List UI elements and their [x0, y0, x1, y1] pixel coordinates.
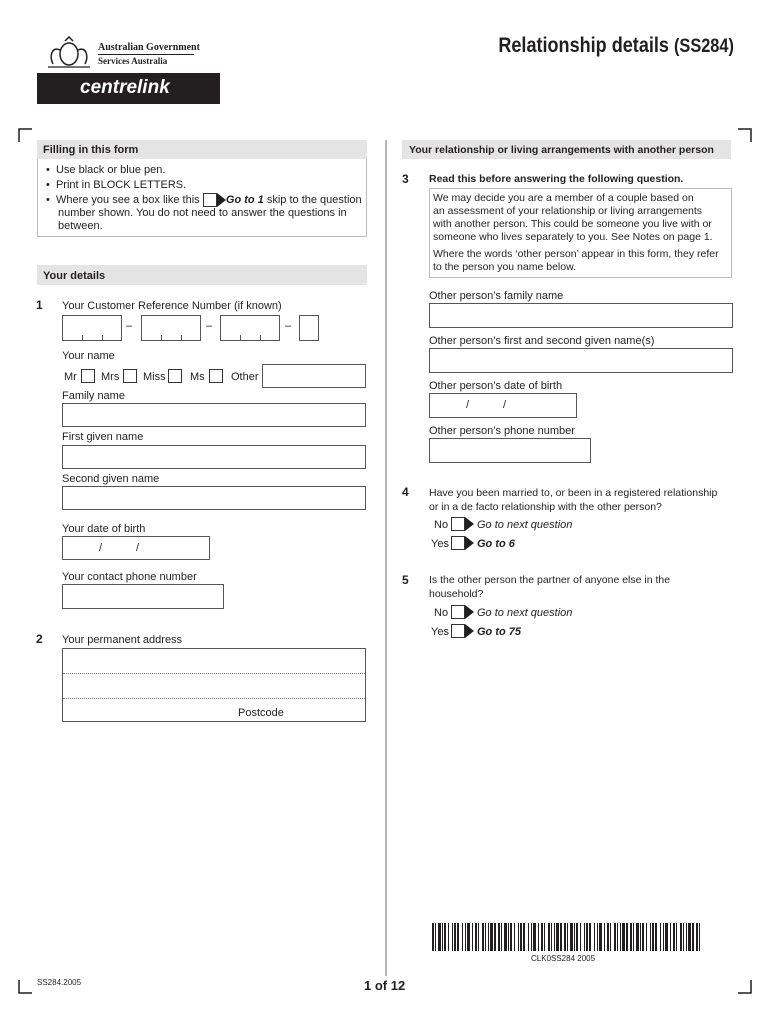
crop-mark-top-left — [18, 128, 32, 142]
q2-number: 2 — [36, 632, 43, 646]
bullet-skip-line3: between. — [58, 220, 103, 232]
q4-yes-go: Go to 6 — [477, 538, 515, 550]
title-miss-checkbox[interactable] — [168, 369, 182, 383]
bullet-skip-text: Where you see a box like this — [55, 193, 200, 206]
title-mr-checkbox[interactable] — [81, 369, 95, 383]
title-miss-label: Miss — [143, 371, 166, 383]
q3-para2-line2: to the person you name below. — [433, 261, 577, 273]
title-mr-label: Mr — [64, 371, 77, 383]
q3-para1-line3: with another person. This could be someone you live with or — [433, 218, 712, 230]
gov-logo — [44, 36, 204, 70]
bullet-skip: • Where you see a box like this Go to 1 skip to the question — [46, 193, 362, 206]
dob-field[interactable]: / / — [62, 536, 210, 560]
filling-heading: Filling in this form — [37, 140, 367, 159]
q4-yes-option[interactable] — [451, 536, 465, 550]
other-family-name-label: Other person’s family name — [429, 290, 564, 302]
first-given-name-field[interactable] — [62, 445, 366, 469]
q5-number: 5 — [402, 573, 409, 587]
form-title: Relationship details — [498, 34, 670, 57]
crn-dash-2: – — [206, 320, 213, 332]
crop-mark-bottom-left — [18, 980, 32, 994]
q3-para2-line1: Where the words ‘other person’ appear in this form, they refer — [433, 248, 719, 260]
page-title — [498, 34, 734, 58]
page-number: 1 of 12 — [364, 978, 406, 993]
bullet-skip-line2: number shown. You do not need to answer the questions in — [58, 207, 347, 219]
q3-info-box — [429, 188, 732, 278]
q5-yes-arrow-icon[interactable] — [451, 624, 465, 638]
bullet-pen-text: Use black or blue pen. — [55, 164, 166, 176]
barcode-text: CLK0SS284 2005 — [531, 954, 596, 963]
crop-mark-top-right — [738, 128, 752, 142]
title-mrs-checkbox[interactable] — [123, 369, 137, 383]
other-family-name-field[interactable] — [429, 303, 733, 328]
postcode-label: Postcode — [238, 707, 284, 719]
title-ms-checkbox[interactable] — [209, 369, 223, 383]
q4-no-option[interactable] — [451, 517, 465, 531]
go-to-example: Go to 1 — [225, 193, 264, 206]
bullet-block-letters: • Print in BLOCK LETTERS. — [46, 179, 187, 191]
phone-field[interactable] — [62, 584, 224, 609]
bullet-pen: • Use black or blue pen. — [46, 164, 166, 176]
form-code-title: (SS284) — [674, 36, 734, 57]
q5-yes-label: Yes — [431, 626, 449, 638]
bullet-skip-post: skip to the question — [266, 193, 362, 206]
crop-mark-bottom-right — [738, 980, 752, 994]
q4-no-go: Go to next question — [477, 519, 573, 531]
crn-field-3[interactable] — [220, 315, 280, 341]
other-given-names-label: Other person’s first and second given name(s) — [429, 335, 655, 347]
second-given-name-field[interactable] — [62, 486, 366, 510]
q5-no-label: No — [434, 607, 449, 619]
second-given-name-label: Second given name — [62, 473, 160, 485]
address-label: Your permanent address — [62, 634, 183, 646]
column-divider — [385, 140, 387, 976]
q5-no-option[interactable] — [451, 605, 465, 619]
title-other-field[interactable] — [262, 364, 366, 388]
crn-dash-1: – — [126, 320, 133, 332]
form-code-footer: SS284.2005 — [37, 978, 82, 987]
q3-para1-line1: We may decide you are a member of a couple based on — [433, 192, 694, 204]
agency-name: Services Australia — [98, 56, 168, 66]
q5-no-go: Go to next question — [477, 607, 573, 619]
your-name-label: Your name — [62, 350, 115, 362]
q4-no-label: No — [434, 519, 449, 531]
brand-name: centrelink — [80, 77, 170, 98]
address-field[interactable] — [62, 648, 366, 722]
crn-dash-3: – — [285, 320, 292, 332]
crn-field-1[interactable] — [62, 315, 122, 341]
barcode-icon — [432, 923, 704, 951]
family-name-label: Family name — [62, 390, 125, 402]
gov-divider — [98, 54, 194, 55]
q5-no-arrow-icon[interactable] — [451, 605, 465, 619]
crest-icon — [44, 36, 94, 70]
q1-number: 1 — [36, 298, 43, 312]
crn-label: Your Customer Reference Number (if known) — [62, 300, 282, 312]
centrelink-banner — [37, 73, 220, 104]
title-ms-label: Ms — [190, 371, 205, 383]
other-phone-field[interactable] — [429, 438, 591, 463]
q5-yes-go: Go to 75 — [477, 626, 522, 638]
q3-number: 3 — [402, 172, 409, 186]
q4-yes-arrow-icon[interactable] — [451, 536, 465, 550]
first-given-name-label: First given name — [62, 431, 144, 443]
other-given-names-field[interactable] — [429, 348, 733, 373]
q5-yes-option[interactable] — [451, 624, 465, 638]
bullet-block-text: Print in BLOCK LETTERS. — [55, 179, 187, 191]
q4-no-arrow-icon[interactable] — [451, 517, 465, 531]
other-phone-label: Other person’s phone number — [429, 425, 575, 437]
other-dob-field[interactable]: / / — [429, 393, 577, 418]
crn-field-4[interactable] — [299, 315, 319, 341]
q5-line2: household? — [429, 588, 484, 600]
gov-name: Australian Government — [98, 42, 200, 53]
q4-yes-label: Yes — [431, 538, 449, 550]
filling-box — [37, 159, 367, 237]
family-name-field[interactable] — [62, 403, 366, 427]
q3-title: Read this before answering the following question. — [429, 173, 684, 185]
q4-number: 4 — [402, 485, 409, 499]
crn-field-2[interactable] — [141, 315, 201, 341]
q4-line1: Have you been married to, or been in a registered relationship — [429, 487, 718, 499]
title-other-label: Other — [231, 371, 259, 383]
skip-arrow-icon — [203, 193, 217, 207]
q5-line1: Is the other person the partner of anyone else in the — [429, 574, 671, 586]
q3-para1-line2: an assessment of your relationship or living arrangements — [433, 205, 703, 217]
q4-line2: or in a de facto relationship with the other person? — [429, 501, 662, 513]
your-details-heading: Your details — [37, 265, 367, 285]
relationship-heading: Your relationship or living arrangements with another person — [402, 140, 731, 159]
title-mrs-label: Mrs — [101, 371, 120, 383]
q3-para1-line4: someone who lives separately to you. See Notes on page 1. — [433, 231, 713, 243]
other-dob-label: Other person’s date of birth — [429, 380, 563, 392]
dob-label: Your date of birth — [62, 523, 146, 535]
phone-label: Your contact phone number — [62, 571, 197, 583]
